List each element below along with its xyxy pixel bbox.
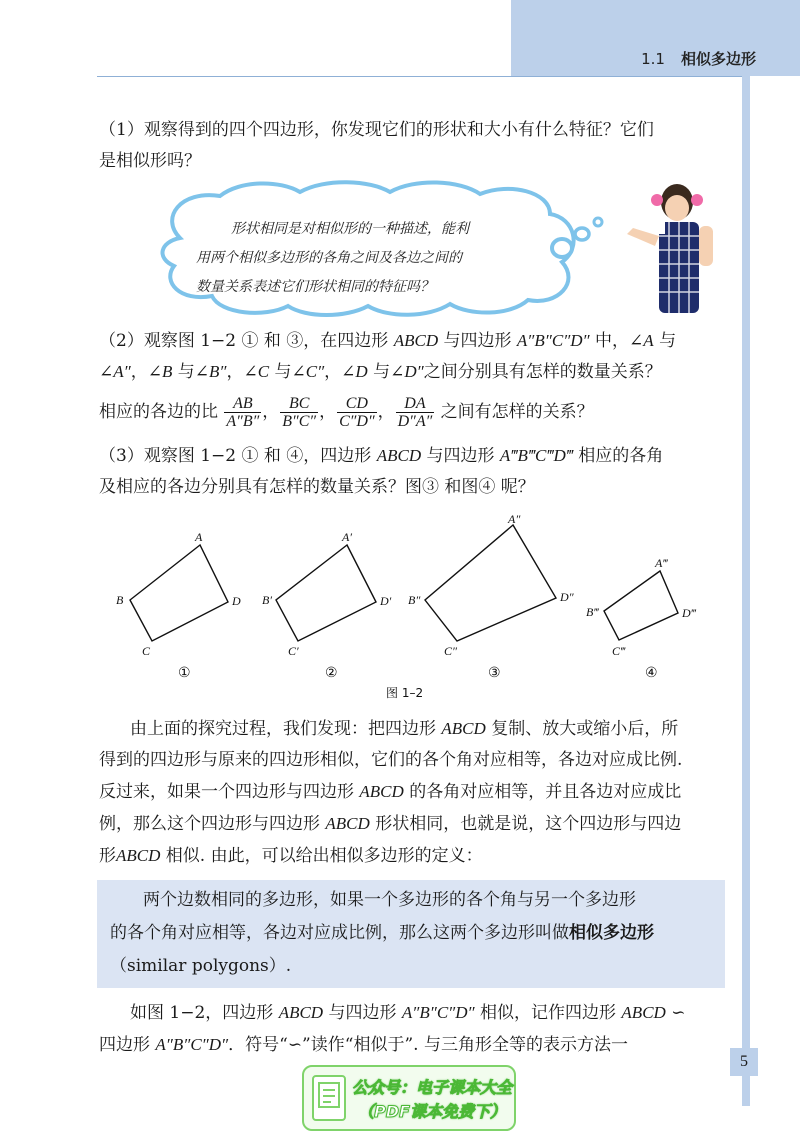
definition-line-1: 两个边数相同的多边形，如果一个多边形的各个角与另一个多边形 — [143, 890, 636, 910]
numerator: DA — [396, 395, 435, 413]
math: ABCD — [278, 1003, 324, 1022]
text: 反过来，如果一个四边形与四边形 — [99, 782, 360, 802]
figure-number-2: ② — [325, 666, 338, 681]
text: 的各个角对应相等，各边对应成比例，那么这两个多边形叫做 — [110, 923, 569, 943]
bubble-dot-2 — [575, 228, 589, 240]
math: ABCD — [116, 846, 161, 865]
label-D-double: D″ — [560, 590, 574, 604]
math: A″ — [113, 362, 131, 381]
math: ABCD — [393, 331, 439, 350]
label-B-double: B″ — [408, 593, 421, 607]
label-A-triple: A‴ — [655, 556, 668, 570]
para-line-5 — [99, 841, 729, 871]
text: 相似，记作四边形 — [474, 1003, 622, 1023]
q3-line-2: 及相应的各边分别具有怎样的数量关系？图③ 和图④ 呢？ — [99, 477, 535, 497]
math: A″B″C″D″ — [401, 1003, 475, 1022]
text: ，∠ — [130, 362, 162, 382]
bottom-line-2 — [99, 1030, 729, 1060]
text: 的各角对应相等，并且各边对应成比 — [403, 782, 682, 802]
separator: ， — [262, 402, 280, 422]
math: ABCD — [376, 446, 422, 465]
math: C — [257, 362, 270, 381]
text: 与四边形 — [323, 1003, 402, 1023]
para-line-1 — [130, 714, 760, 744]
math: D — [355, 362, 368, 381]
text: 与四边形 — [438, 331, 517, 351]
label-D: D — [232, 594, 241, 608]
numerator: AB — [224, 395, 261, 413]
math: ABCD — [441, 719, 486, 738]
label-B-prime: B′ — [262, 593, 272, 607]
math: D″ — [404, 362, 424, 381]
math: A″B″C″D″ — [155, 1035, 229, 1054]
watermark-line-1: 公众号：电子课本大全 — [352, 1078, 513, 1097]
label-A-prime: A′ — [342, 530, 352, 544]
text: ∠ — [99, 362, 114, 382]
figure-number-4: ④ — [645, 666, 658, 681]
math: B″ — [209, 362, 227, 381]
section-number: 1.1 — [641, 50, 665, 68]
label-D-prime: D′ — [380, 594, 392, 608]
quadrilateral-3 — [408, 512, 575, 681]
denominator: B″C″ — [282, 413, 317, 430]
section-name: 相似多边形 — [680, 50, 756, 68]
watermark-line-2: （PDF课本免费下） — [358, 1102, 506, 1121]
section-title — [641, 48, 756, 69]
text: 与∠ — [172, 362, 210, 382]
para-line-4 — [99, 809, 729, 839]
label-C-prime: C′ — [288, 644, 299, 658]
denominator: C″D″ — [339, 413, 375, 430]
denominator: A″B″ — [226, 413, 260, 430]
math: A″B″C″D″ — [516, 331, 590, 350]
text: 与∠ — [269, 362, 306, 382]
q3-line-1 — [99, 441, 729, 471]
separator: ， — [377, 402, 395, 422]
para-line-2: 得到的四边形与原来的四边形相似，它们的各个角对应相等，各边对应成比例. — [99, 750, 683, 770]
math: A‴B‴C‴D‴ — [499, 446, 573, 465]
figure-number-3: ③ — [488, 666, 501, 681]
figure-1-2 — [100, 510, 720, 710]
bubble-line-3: 数量关系表述它们形状相同的特征吗？ — [196, 279, 434, 295]
math: A — [643, 331, 654, 350]
text: 四边形 — [99, 1035, 156, 1055]
text: 相似. 由此，可以给出相似多边形的定义： — [160, 846, 483, 866]
ratio-fraction — [337, 395, 377, 430]
q2-line-3 — [99, 392, 729, 432]
q1-line-2: 是相似形吗？ — [99, 151, 201, 171]
label-D-triple: D‴ — [682, 606, 696, 620]
math: C″ — [305, 362, 325, 381]
text: ．符号“∽”读作“相似于”. 与三角形全等的表示方法一 — [228, 1035, 628, 1055]
math: ABCD — [325, 814, 370, 833]
bottom-line-1 — [130, 998, 760, 1028]
watermark-badge — [302, 1065, 516, 1131]
bubble-line-1: 形状相同是对相似形的一种描述，能利 — [231, 221, 469, 237]
quadrilateral-2 — [262, 530, 392, 681]
thought-bubble-text — [196, 215, 526, 302]
quadrilateral-4 — [586, 556, 697, 681]
text: 之间有怎样的关系？ — [435, 402, 594, 422]
text: 相应的各角 — [572, 446, 664, 466]
bubble-dot-1 — [552, 239, 572, 257]
book-icon — [312, 1075, 346, 1121]
math: B — [161, 362, 173, 381]
numerator: BC — [280, 395, 318, 413]
text: ，∠ — [324, 362, 356, 382]
math: ABCD — [621, 1003, 666, 1022]
text: 与 — [653, 331, 677, 351]
label-C: C — [142, 644, 151, 658]
text: 如图 1−2，四边形 — [130, 1003, 279, 1023]
label-A-double: A″ — [508, 512, 521, 526]
page-number: 5 — [730, 1048, 758, 1076]
text: 形状相同，也就是说，这个四边形与四边 — [369, 814, 682, 834]
label-C-triple: C‴ — [612, 644, 626, 658]
label-B: B — [116, 593, 124, 607]
ratio-fraction — [280, 395, 318, 430]
ratio-fraction — [224, 395, 261, 430]
figure-caption: 图 1–2 — [386, 686, 424, 700]
numerator: CD — [337, 395, 377, 413]
definition-term: 相似多边形 — [569, 923, 654, 943]
text: ∽ — [665, 1003, 686, 1023]
text: ，∠ — [226, 362, 258, 382]
text: （2）观察图 1−2 ① 和 ③，在四边形 — [99, 331, 394, 351]
label-B-triple: B‴ — [586, 605, 599, 619]
text: 相应的各边的比 — [99, 402, 224, 422]
text: 之间分别具有怎样的数量关系？ — [423, 362, 662, 382]
bubble-line-2: 用两个相似多边形的各角之间及各边之间的 — [196, 250, 462, 266]
denominator: D″A″ — [397, 413, 433, 430]
q2-line-1 — [99, 326, 729, 356]
ratio-fraction — [396, 395, 435, 430]
text: （3）观察图 1−2 ① 和 ④，四边形 — [99, 446, 377, 466]
q1-line-1: （1）观察得到的四个四边形，你发现它们的形状和大小有什么特征？它们 — [99, 120, 654, 140]
girl-illustration — [615, 178, 730, 313]
text: 由上面的探究过程，我们发现：把四边形 — [130, 719, 442, 739]
quadrilateral-1 — [116, 530, 241, 681]
text: 与∠ — [367, 362, 405, 382]
text: 例，那么这个四边形与四边形 — [99, 814, 326, 834]
definition-line-2 — [110, 918, 654, 948]
text: 中，∠ — [589, 331, 644, 351]
q2-line-2 — [99, 357, 729, 387]
figure-number-1: ① — [178, 666, 191, 681]
header-divider — [97, 76, 749, 77]
separator: ， — [319, 402, 337, 422]
right-margin-bar — [742, 76, 750, 1106]
para-line-3 — [99, 777, 729, 807]
text: 与四边形 — [421, 446, 500, 466]
text: 复制、放大或缩小后，所 — [485, 719, 679, 739]
label-C-double: C″ — [444, 644, 458, 658]
bubble-dot-3 — [594, 218, 602, 226]
math: ABCD — [359, 782, 404, 801]
text: 形 — [99, 846, 116, 866]
definition-line-3: （similar polygons）. — [110, 956, 292, 976]
label-A: A — [195, 530, 203, 544]
